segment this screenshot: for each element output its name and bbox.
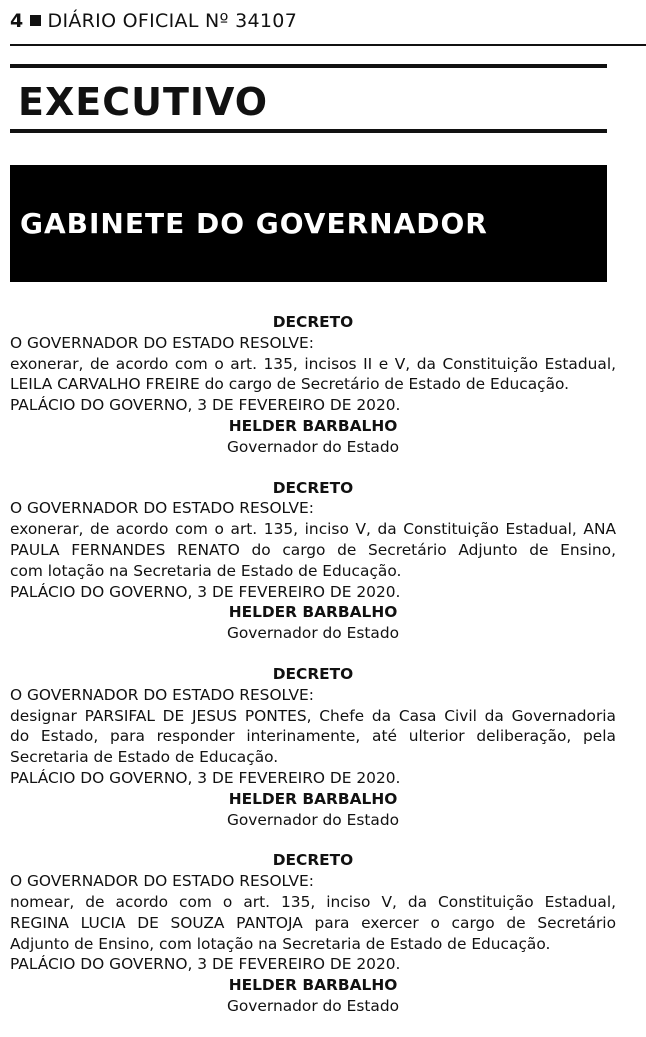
page-number: 4 [10,10,24,32]
decree-title: DECRETO [272,478,354,497]
decree-signer: HELDER BARBALHO [228,976,398,995]
decree [10,312,616,458]
page-header [10,10,297,32]
decree-text-line: nomear, de acordo com o art. 135, inciso V, da Constituição Estadual, [10,892,616,911]
decree-signer: HELDER BARBALHO [228,416,398,435]
decree-signer-role: Governador do Estado [226,437,400,456]
square-bullet-icon [30,15,41,26]
decree-place-date: PALÁCIO DO GOVERNO, 3 DE FEVEREIRO DE 2020. [10,396,401,415]
decree-text-line: exonerar, de acordo com o art. 135, incisos II e V, da Constituição Estadual, [10,354,616,373]
decree-text-line: O GOVERNADOR DO ESTADO RESOLVE: [10,685,314,704]
section-rule-bottom [10,129,607,133]
decree-place-date: PALÁCIO DO GOVERNO, 3 DE FEVEREIRO DE 2020. [10,955,401,974]
decree-title: DECRETO [272,664,354,683]
decree-text-line: PAULA FERNANDES RENATO do cargo de Secretário Adjunto de Ensino, [10,540,616,559]
decree-signer: HELDER BARBALHO [228,603,398,622]
decree-text-line: Adjunto de Ensino, com lotação na Secretaria de Estado de Educação. [10,934,551,953]
decree-signer: HELDER BARBALHO [228,789,398,808]
decree-signer-role: Governador do Estado [226,996,400,1015]
publication-title: DIÁRIO OFICIAL Nº 34107 [47,10,298,32]
section-rule-top [10,64,607,68]
decree-text-line: Secretaria de Estado de Educação. [10,748,279,767]
decree-signer-role: Governador do Estado [226,810,400,829]
decree-title: DECRETO [272,313,354,331]
decree-text-line: designar PARSIFAL DE JESUS PONTES, Chefe da Casa Civil da Governadoria [10,706,616,725]
decree-title: DECRETO [272,851,354,870]
decree-text-line: LEILA CARVALHO FREIRE do cargo de Secretário de Estado de Educação. [10,375,570,394]
decree-text-line: do Estado, para responder interinamente, até ulterior deliberação, pela [10,727,616,746]
department-title: GABINETE DO GOVERNADOR [20,207,488,240]
decree [10,850,616,1016]
decree-signer-role: Governador do Estado [226,624,400,643]
decree-text-line: REGINA LUCIA DE SOUZA PANTOJA para exercer o cargo de Secretário [10,913,616,932]
decree-list [10,312,616,1037]
decree [10,664,616,830]
decree-text-line: O GOVERNADOR DO ESTADO RESOLVE: [10,333,314,352]
header-divider [10,44,646,46]
decree [10,478,616,644]
decree-text-line: O GOVERNADOR DO ESTADO RESOLVE: [10,872,314,891]
decree-place-date: PALÁCIO DO GOVERNO, 3 DE FEVEREIRO DE 2020. [10,768,401,787]
section-title: EXECUTIVO [18,80,269,124]
decree-place-date: PALÁCIO DO GOVERNO, 3 DE FEVEREIRO DE 2020. [10,582,401,601]
decree-text-line: exonerar, de acordo com o art. 135, inciso V, da Constituição Estadual, ANA [10,520,616,539]
decree-text-line: com lotação na Secretaria de Estado de Educação. [10,561,402,580]
department-banner [10,165,607,282]
decree-text-line: O GOVERNADOR DO ESTADO RESOLVE: [10,499,314,518]
